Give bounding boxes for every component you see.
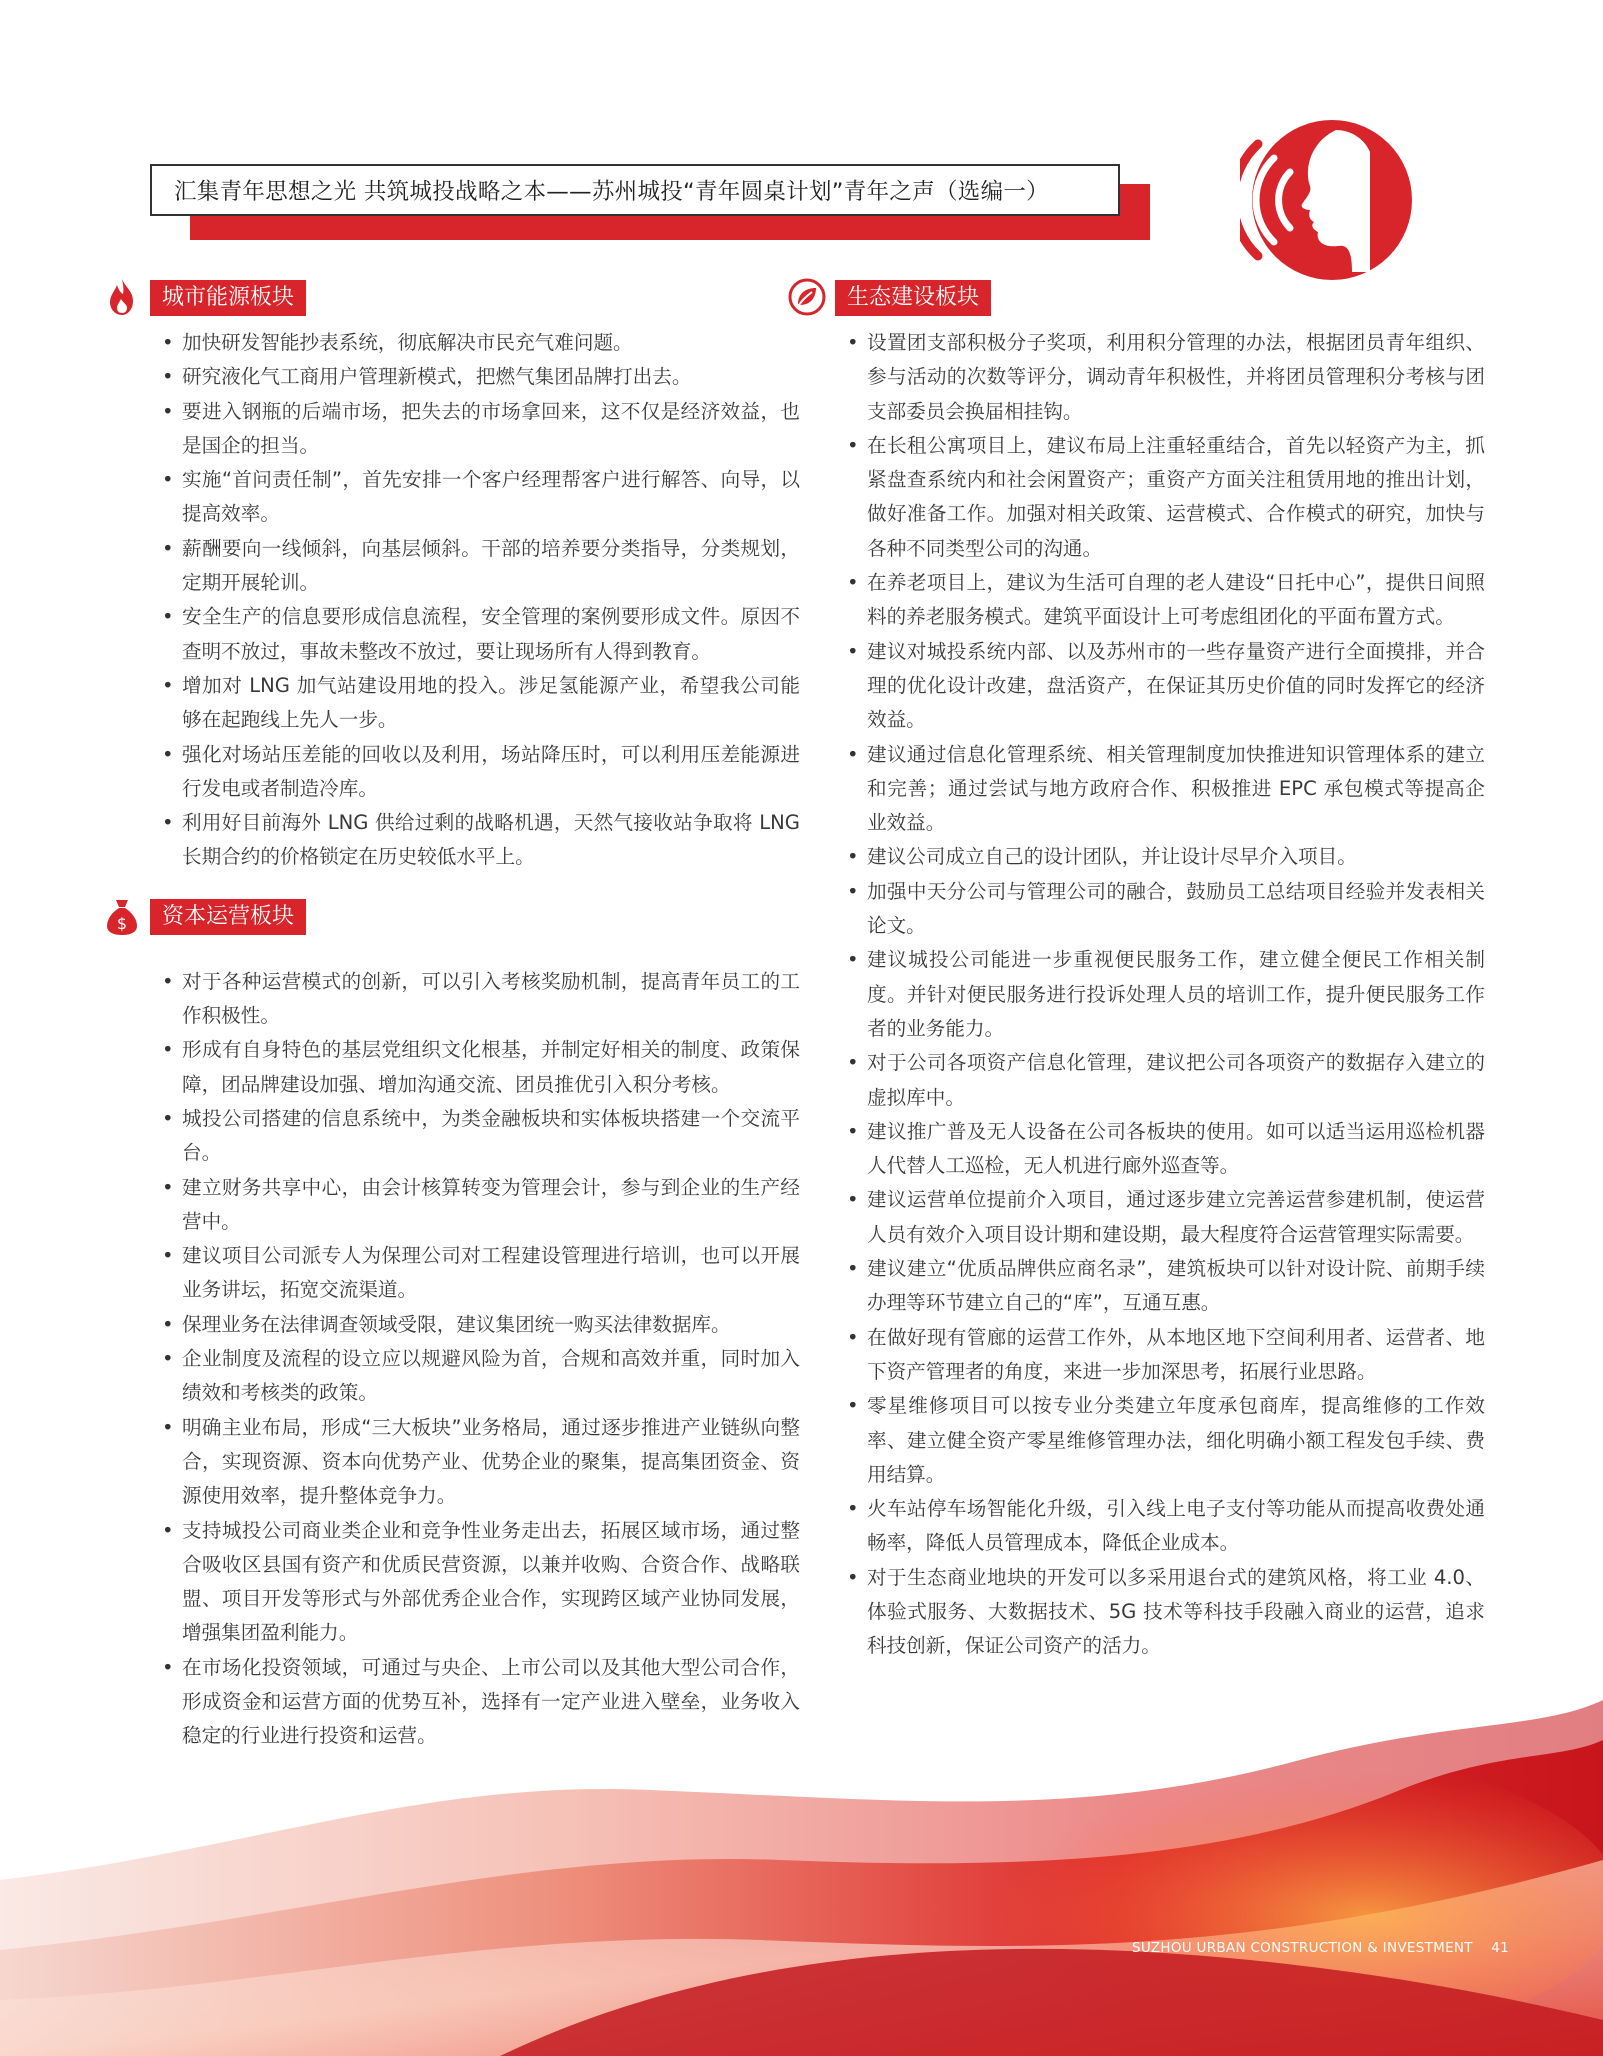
article-title-banner — [150, 164, 1150, 240]
left-column — [116, 280, 800, 1754]
magazine-name: SUZHOU URBAN CONSTRUCTION & INVESTMENT — [1132, 1940, 1473, 1956]
section-header-capital — [116, 899, 800, 935]
list-item: • 火车站停车场智能化升级，引入线上电子支付等功能从而提高收费处通畅率，降低人员管理成本，降低企业成本。 — [835, 1492, 1485, 1561]
money-bag-icon — [103, 896, 141, 936]
list-item: • 明确主业布局，形成“三大板块”业务格局，通过逐步推进产业链纵向整合，实现资源、资本向优势产业、优势企业的聚集，提高集团资金、资源使用效率，提升整体竞争力。 — [150, 1411, 800, 1514]
svg-text:$: $ — [116, 913, 128, 933]
list-item: • 在养老项目上，建议为生活可自理的老人建设“日托中心”，提供日间照料的养老服务模式。建筑平面设计上可考虑组团化的平面布置方式。 — [835, 566, 1485, 635]
list-item: • 建议城投公司能进一步重视便民服务工作，建立健全便民工作相关制度。并针对便民服务进行投诉处理人员的培训工作，提升便民服务工作者的业务能力。 — [835, 943, 1485, 1046]
list-item: • 利用好目前海外 LNG 供给过剩的战略机遇，天然气接收站争取将 LNG 长期合约的价格锁定在历史较低水平上。 — [150, 806, 800, 875]
list-item: • 建立财务共享中心，由会计核算转变为管理会计，参与到企业的生产经营中。 — [150, 1171, 800, 1240]
list-item: • 对于生态商业地块的开发可以多采用退台式的建筑风格，将工业 4.0、体验式服务、大数据技术、5G 技术等科技手段融入商业的运营，追求科技创新，保证公司资产的活力。 — [835, 1561, 1485, 1664]
list-item: • 要进入钢瓶的后端市场，把失去的市场拿回来，这不仅是经济效益，也是国企的担当。 — [150, 395, 800, 464]
list-item: • 在市场化投资领域，可通过与央企、上市公司以及其他大型公司合作，形成资金和运营方面的优势互补，选择有一定产业进入壁垒，业务收入稳定的行业进行投资和运营。 — [150, 1651, 800, 1754]
capital-list — [150, 965, 800, 1754]
list-item: • 对于各种运营模式的创新，可以引入考核奖励机制，提高青年员工的工作积极性。 — [150, 965, 800, 1034]
leaf-icon — [788, 277, 826, 317]
section-header-energy — [150, 280, 800, 316]
list-item: • 建议公司成立自己的设计团队，并让设计尽早介入项目。 — [835, 840, 1485, 874]
list-item: • 增加对 LNG 加气站建设用地的投入。涉足氢能源产业，希望我公司能够在起跑线上先人一步。 — [150, 669, 800, 738]
eco-list — [835, 326, 1485, 1664]
article-title: 汇集青年思想之光 共筑城投战略之本——苏州城投“青年圆桌计划”青年之声（选编一） — [174, 179, 1049, 205]
list-item: • 研究液化气工商用户管理新模式，把燃气集团品牌打出去。 — [150, 360, 800, 394]
page-number: 41 — [1491, 1940, 1510, 1956]
section-heading-eco: 生态建设板块 — [835, 280, 991, 316]
list-item: • 安全生产的信息要形成信息流程，安全管理的案例要形成文件。原因不查明不放过，事故未整改不放过，要让现场所有人得到教育。 — [150, 600, 800, 669]
list-item: • 实施“首问责任制”，首先安排一个客户经理帮客户进行解答、向导，以提高效率。 — [150, 463, 800, 532]
list-item: • 形成有自身特色的基层党组织文化根基，并制定好相关的制度、政策保障，团品牌建设加强、增加沟通交流、团员推优引入积分考核。 — [150, 1033, 800, 1102]
list-item: • 建议项目公司派专人为保理公司对工程建设管理进行培训，也可以开展业务讲坛，拓宽交流渠道。 — [150, 1239, 800, 1308]
list-item: • 加快研发智能抄表系统，彻底解决市民充气难问题。 — [150, 326, 800, 360]
list-item: • 加强中天分公司与管理公司的融合，鼓励员工总结项目经验并发表相关论文。 — [835, 875, 1485, 944]
list-item: • 城投公司搭建的信息系统中，为类金融板块和实体板块搭建一个交流平台。 — [150, 1102, 800, 1171]
list-item: • 企业制度及流程的设立应以规避风险为首，合规和高效并重，同时加入绩效和考核类的政策。 — [150, 1342, 800, 1411]
list-item: • 薪酬要向一线倾斜，向基层倾斜。干部的培养要分类指导，分类规划，定期开展轮训。 — [150, 532, 800, 601]
list-item: • 建议对城投系统内部、以及苏州市的一些存量资产进行全面摸排，并合理的优化设计改建，盘活资产，在保证其历史价值的同时发挥它的经济效益。 — [835, 635, 1485, 738]
list-item: • 在做好现有管廊的运营工作外，从本地区地下空间利用者、运营者、地下资产管理者的角度，来进一步加深思考，拓展行业思路。 — [835, 1321, 1485, 1390]
list-item: • 建议运营单位提前介入项目，通过逐步建立完善运营参建机制，使运营人员有效介入项目设计期和建设期，最大程度符合运营管理实际需要。 — [835, 1183, 1485, 1252]
list-item: • 建议推广普及无人设备在公司各板块的使用。如可以适当运用巡检机器人代替人工巡检，无人机进行廊外巡查等。 — [835, 1115, 1485, 1184]
list-item: • 强化对场站压差能的回收以及利用，场站降压时，可以利用压差能源进行发电或者制造冷库。 — [150, 738, 800, 807]
list-item: • 建议通过信息化管理系统、相关管理制度加快推进知识管理体系的建立和完善；通过尝试与地方政府合作、积极推进 EPC 承包模式等提高企业效益。 — [835, 738, 1485, 841]
page-footer — [1132, 1940, 1509, 1956]
list-item: • 零星维修项目可以按专业分类建立年度承包商库，提高维修的工作效率、建立健全资产零星维修管理办法，细化明确小额工程发包手续、费用结算。 — [835, 1389, 1485, 1492]
list-item: • 保理业务在法律调查领域受限，建议集团统一购买法律数据库。 — [150, 1308, 800, 1342]
title-box — [150, 164, 1120, 216]
youth-voice-logo-icon — [1240, 112, 1416, 288]
list-item: • 支持城投公司商业类企业和竞争性业务走出去，拓展区域市场，通过整合吸收区县国有资产和优质民营资源，以兼并收购、合资合作、战略联盟、项目开发等形式与外部优秀企业合作，实现跨区域产业协同发展，增强集团盈利能力。 — [150, 1514, 800, 1651]
flame-icon — [103, 277, 141, 317]
section-heading-capital: 资本运营板块 — [150, 899, 306, 935]
list-item: • 建议建立“优质品牌供应商名录”，建筑板块可以针对设计院、前期手续办理等环节建立自己的“库”，互通互惠。 — [835, 1252, 1485, 1321]
section-heading-energy: 城市能源板块 — [150, 280, 306, 316]
section-header-eco — [835, 280, 1485, 316]
list-item: • 对于公司各项资产信息化管理，建议把公司各项资产的数据存入建立的虚拟库中。 — [835, 1046, 1485, 1115]
list-item: • 在长租公寓项目上，建议布局上注重轻重结合，首先以轻资产为主，抓紧盘查系统内和社会闲置资产；重资产方面关注租赁用地的推出计划，做好准备工作。加强对相关政策、运营模式、合作模式的研究，加快与各种不同类型公司的沟通。 — [835, 429, 1485, 566]
energy-list — [150, 326, 800, 875]
list-item: • 设置团支部积极分子奖项，利用积分管理的办法，根据团员青年组织、参与活动的次数等评分，调动青年积极性，并将团员管理积分考核与团支部委员会换届相挂钩。 — [835, 326, 1485, 429]
right-column — [835, 280, 1485, 1664]
